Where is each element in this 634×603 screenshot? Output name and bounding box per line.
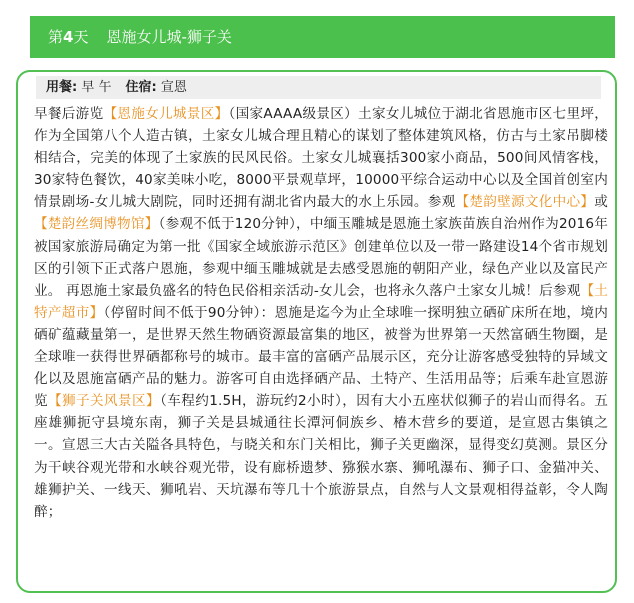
stay-value: 宣恩 (160, 80, 187, 95)
day-header (30, 16, 615, 58)
text-segment: （参观不低于120分钟），中缅玉雕城是恩施土家族苗族自治州作为2016年被国家旅游局确定为第一批《国家全域旅游示范区》创建单位以及一带一路建设14个省市规划区的引领下正式落户恩施，参观中缅玉雕城就是去感受恩施的朝阳产业，绿色产业以及富民产业。 再恩施土家最负盛名的特色民俗相亲活动-女儿会，也将永久落户土家女儿城！后参观 (34, 216, 608, 299)
text-segment: （停留时间不低于90分钟）：恩施是迄今为止全球唯一探明独立硒矿床所在地，境内硒矿蕴藏量第一，是世界天然生物硒资源最富集的地区，被誉为世界第一天然富硒生物圈，是全球唯一获得世界硒都称号的城市。最丰富的富硒产品展示区，充分让游客感受独特的异域文化以及恩施富硒产品的魅力。游客可自由选择硒产品、土特产、生活用品等；后乘车赴宣恩游览 (34, 304, 608, 410)
stay-label: 住宿: (125, 80, 157, 95)
day-suffix: 天 (73, 28, 89, 46)
meta-bar (36, 76, 601, 99)
attraction-link-biyuan[interactable]: 【楚韵壁源文化中心】 (455, 194, 595, 211)
meals-label: 用餐: (46, 80, 78, 95)
attraction-link-specialty-market[interactable]: 【土特产超市】 (34, 282, 608, 321)
text-segment: 或 (594, 194, 608, 211)
text-segment: 早餐后游览 (34, 106, 104, 122)
attraction-link-nverchen[interactable]: 【恩施女儿城景区】 (103, 106, 229, 122)
day-number: 4 (63, 28, 74, 46)
itinerary-card (16, 70, 617, 593)
attraction-link-shiziguan[interactable]: 【狮子关风景区】 (48, 393, 161, 410)
attraction-link-silk-museum[interactable]: 【楚韵丝绸博物馆】 (34, 216, 159, 233)
meals-value: 早 午 (81, 80, 112, 95)
text-segment: （国家AAAA级景区）土家女儿城位于湖北省恩施市区七里坪，作为全国第八个人造古镇，土家女儿城合理且精心的谋划了整体建筑风格，仿古与土家吊脚楼相结合，完美的体现了土家族的民风民俗。土家女儿城襄括300家小商品，500间风情客栈，30家特色餐饮，40家美味小吃，8000平景观草坪，10000平综合运动中心以及全国首创室内情景剧场-女儿城大剧院，同时还拥有湖北省内最大的水上乐园。参观 (34, 106, 608, 211)
text-segment: （车程约1.5H，游玩约2小时），因有大小五座状似狮子的岩山而得名。五座雄狮扼守县境东南，狮子关是县城通往长潭河侗族乡、椿木营乡的要道，是宣恩古集镇之一。宣恩三大古关隘各具特色，与晓关和东门关相比，狮子关更幽深，显得变幻莫测。景区分为干峡谷观光带和水峡谷观光带，设有廊桥遗梦、猕猴水寨、狮吼瀑布、狮子口、金猫冲关、雄狮护关、一线天、狮吼岩、天坑瀑布等几十个旅游景点，自然与人文景观相得益彰，令人陶醉； (34, 393, 609, 520)
itinerary-description (34, 103, 608, 523)
day-label: 第 (48, 28, 64, 46)
day-title: 恩施女儿城-狮子关 (106, 28, 232, 46)
